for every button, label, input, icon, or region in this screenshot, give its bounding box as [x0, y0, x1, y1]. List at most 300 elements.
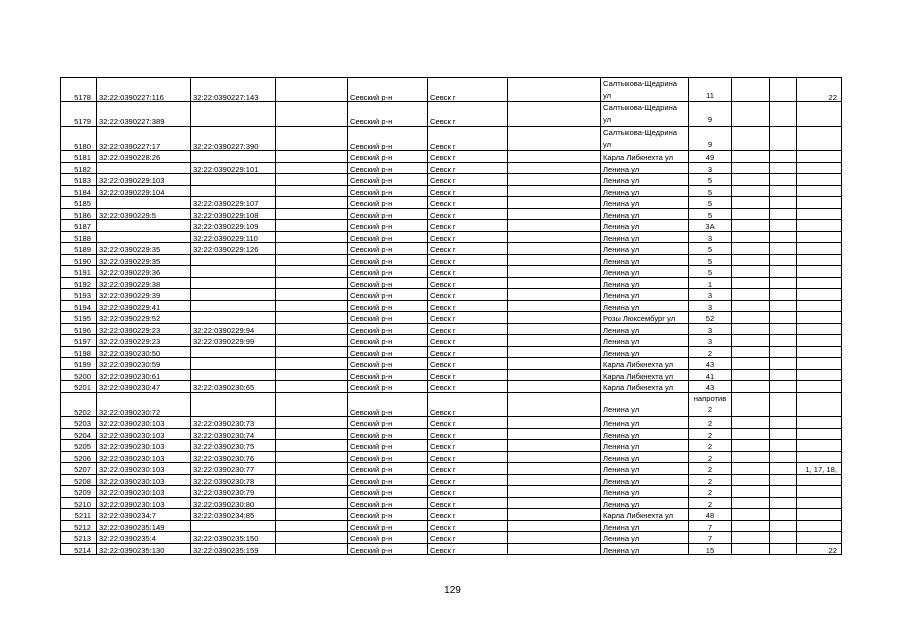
cell-empty	[276, 323, 348, 335]
table-row	[61, 497, 842, 509]
cell-empty	[508, 381, 601, 393]
cell-house: 5	[689, 174, 732, 186]
cell-empty	[508, 451, 601, 463]
cell-cadastral-number: 32:22:0390235:130	[97, 543, 191, 555]
cell-street: Ленина ул	[601, 463, 689, 475]
cell-empty	[276, 266, 348, 278]
cell-linked-cadastral-number	[191, 392, 276, 416]
cell-street: Ленина ул	[601, 162, 689, 174]
table-row	[61, 300, 842, 312]
cell-empty	[276, 474, 348, 486]
cell-linked-cadastral-number: 32:22:0390230:77	[191, 463, 276, 475]
cell-linked-cadastral-number	[191, 346, 276, 358]
cell-empty	[276, 346, 348, 358]
cell-cadastral-number: 32:22:0390229:23	[97, 335, 191, 347]
cell-house: 48	[689, 509, 732, 521]
cell-note	[797, 486, 842, 498]
cell-house: 5	[689, 197, 732, 209]
cell-empty	[508, 532, 601, 544]
cell-street: Салтыкова-Щедрина ул	[601, 126, 689, 150]
cell-cadastral-number: 32:22:0390229:36	[97, 266, 191, 278]
cell-empty	[732, 102, 770, 126]
cell-note	[797, 440, 842, 452]
cell-cadastral-number	[97, 197, 191, 209]
table-row	[61, 102, 842, 126]
cell-cadastral-number: 32:22:0390229:41	[97, 300, 191, 312]
cell-town: Севск г	[428, 417, 508, 429]
cell-empty	[732, 486, 770, 498]
cell-district: Севский р-н	[348, 162, 428, 174]
cell-empty	[276, 185, 348, 197]
cell-district: Севский р-н	[348, 254, 428, 266]
cell-empty	[732, 243, 770, 255]
cell-district: Севский р-н	[348, 497, 428, 509]
table-row	[61, 486, 842, 498]
cell-street: Ленина ул	[601, 543, 689, 555]
cell-number: 5206	[61, 451, 97, 463]
cell-town: Севск г	[428, 323, 508, 335]
cell-note: 22	[797, 543, 842, 555]
cell-district: Севский р-н	[348, 417, 428, 429]
table-row	[61, 220, 842, 232]
cell-number: 5186	[61, 208, 97, 220]
cell-empty	[276, 312, 348, 324]
cell-linked-cadastral-number	[191, 300, 276, 312]
cell-empty	[508, 509, 601, 521]
cell-empty	[770, 300, 797, 312]
cell-note	[797, 323, 842, 335]
cell-note	[797, 335, 842, 347]
cell-number: 5198	[61, 346, 97, 358]
cell-empty	[508, 289, 601, 301]
cell-town: Севск г	[428, 197, 508, 209]
cell-note	[797, 428, 842, 440]
cell-town: Севск г	[428, 428, 508, 440]
table-row	[61, 520, 842, 532]
table-row	[61, 323, 842, 335]
cell-house: 3	[689, 300, 732, 312]
cell-town: Севск г	[428, 312, 508, 324]
cell-empty	[770, 208, 797, 220]
cell-linked-cadastral-number: 32:22:0390235:159	[191, 543, 276, 555]
cell-number: 5185	[61, 197, 97, 209]
table-row	[61, 231, 842, 243]
cell-cadastral-number: 32:22:0390229:35	[97, 254, 191, 266]
table-row	[61, 277, 842, 289]
cell-cadastral-number: 32:22:0390230:103	[97, 440, 191, 452]
cell-house: 9	[689, 126, 732, 150]
cell-empty	[508, 126, 601, 150]
cell-empty	[276, 102, 348, 126]
cell-empty	[770, 440, 797, 452]
cell-empty	[732, 369, 770, 381]
cell-street: Салтыкова-Щедрина ул	[601, 102, 689, 126]
cell-number: 5197	[61, 335, 97, 347]
cell-note	[797, 532, 842, 544]
cell-street: Ленина ул	[601, 266, 689, 278]
cell-empty	[732, 358, 770, 370]
cell-town: Севск г	[428, 102, 508, 126]
cell-house: 2	[689, 428, 732, 440]
cell-empty	[508, 185, 601, 197]
cell-cadastral-number: 32:22:0390229:39	[97, 289, 191, 301]
cell-empty	[508, 520, 601, 532]
cell-empty	[276, 486, 348, 498]
cell-empty	[508, 312, 601, 324]
cell-town: Севск г	[428, 231, 508, 243]
cell-note	[797, 289, 842, 301]
cell-linked-cadastral-number	[191, 289, 276, 301]
cell-street: Ленина ул	[601, 289, 689, 301]
cell-district: Севский р-н	[348, 300, 428, 312]
cell-number: 5181	[61, 151, 97, 163]
cell-empty	[508, 369, 601, 381]
cell-district: Севский р-н	[348, 151, 428, 163]
cell-linked-cadastral-number: 32:22:0390229:101	[191, 162, 276, 174]
cell-linked-cadastral-number	[191, 102, 276, 126]
cell-empty	[770, 520, 797, 532]
cell-street: Ленина ул	[601, 231, 689, 243]
cell-empty	[770, 174, 797, 186]
cell-house: 3	[689, 231, 732, 243]
cell-cadastral-number: 32:22:0390230:47	[97, 381, 191, 393]
cell-town: Севск г	[428, 335, 508, 347]
cell-district: Севский р-н	[348, 266, 428, 278]
cell-empty	[508, 346, 601, 358]
cell-town: Севск г	[428, 126, 508, 150]
cell-town: Севск г	[428, 289, 508, 301]
cell-house: 7	[689, 520, 732, 532]
cell-cadastral-number: 32:22:0390227:17	[97, 126, 191, 150]
cell-empty	[732, 289, 770, 301]
cell-empty	[508, 497, 601, 509]
cell-note	[797, 162, 842, 174]
cell-number: 5195	[61, 312, 97, 324]
cell-street: Розы Люксембург ул	[601, 312, 689, 324]
cell-empty	[732, 323, 770, 335]
cell-linked-cadastral-number: 32:22:0390229:107	[191, 197, 276, 209]
cell-empty	[732, 474, 770, 486]
cell-empty	[732, 277, 770, 289]
cell-street: Карла Либкнехта ул	[601, 381, 689, 393]
cell-linked-cadastral-number	[191, 358, 276, 370]
cell-house: 9	[689, 102, 732, 126]
cell-district: Севский р-н	[348, 208, 428, 220]
cell-number: 5203	[61, 417, 97, 429]
cell-empty	[770, 312, 797, 324]
cell-number: 5191	[61, 266, 97, 278]
cell-empty	[770, 78, 797, 102]
cell-empty	[732, 312, 770, 324]
cell-empty	[770, 277, 797, 289]
cell-empty	[276, 463, 348, 475]
cell-cadastral-number: 32:22:0390230:59	[97, 358, 191, 370]
cell-linked-cadastral-number: 32:22:0390235:150	[191, 532, 276, 544]
cell-empty	[770, 162, 797, 174]
cell-district: Севский р-н	[348, 277, 428, 289]
cell-empty	[770, 151, 797, 163]
cell-empty	[508, 323, 601, 335]
cell-town: Севск г	[428, 369, 508, 381]
cell-street: Ленина ул	[601, 451, 689, 463]
cell-town: Севск г	[428, 185, 508, 197]
cell-empty	[276, 392, 348, 416]
cell-number: 5193	[61, 289, 97, 301]
cell-cadastral-number: 32:22:0390228:26	[97, 151, 191, 163]
cell-empty	[732, 185, 770, 197]
cell-empty	[770, 428, 797, 440]
cell-street: Карла Либкнехта ул	[601, 369, 689, 381]
cell-street: Ленина ул	[601, 440, 689, 452]
cell-linked-cadastral-number	[191, 312, 276, 324]
table-row	[61, 463, 842, 475]
cell-house: 1	[689, 277, 732, 289]
cell-empty	[508, 78, 601, 102]
cell-cadastral-number: 32:22:0390229:38	[97, 277, 191, 289]
cell-empty	[770, 358, 797, 370]
cell-empty	[770, 220, 797, 232]
cell-empty	[770, 323, 797, 335]
cell-note	[797, 509, 842, 521]
cell-district: Севский р-н	[348, 451, 428, 463]
cell-number: 5213	[61, 532, 97, 544]
cell-empty	[770, 463, 797, 475]
cell-empty	[276, 254, 348, 266]
table-row	[61, 392, 842, 416]
cell-district: Севский р-н	[348, 509, 428, 521]
cell-number: 5214	[61, 543, 97, 555]
cell-district: Севский р-н	[348, 463, 428, 475]
cell-district: Севский р-н	[348, 231, 428, 243]
cell-empty	[508, 277, 601, 289]
cell-note	[797, 417, 842, 429]
cell-street: Ленина ул	[601, 208, 689, 220]
cell-house: 2	[689, 417, 732, 429]
cell-district: Севский р-н	[348, 474, 428, 486]
cell-empty	[508, 151, 601, 163]
cell-empty	[508, 392, 601, 416]
cell-empty	[732, 417, 770, 429]
cell-empty	[276, 532, 348, 544]
cell-empty	[732, 266, 770, 278]
cell-linked-cadastral-number: 32:22:0390229:110	[191, 231, 276, 243]
cell-house: 5	[689, 185, 732, 197]
cell-cadastral-number	[97, 220, 191, 232]
cell-note	[797, 174, 842, 186]
cell-note	[797, 451, 842, 463]
cell-empty	[770, 126, 797, 150]
table-row	[61, 440, 842, 452]
cell-cadastral-number	[97, 231, 191, 243]
cell-number: 5184	[61, 185, 97, 197]
cell-empty	[770, 417, 797, 429]
cell-house: 3	[689, 335, 732, 347]
cell-town: Севск г	[428, 497, 508, 509]
cell-note: 1, 17, 18,	[797, 463, 842, 475]
cell-house: 5	[689, 266, 732, 278]
cell-note	[797, 197, 842, 209]
cell-district: Севский р-н	[348, 369, 428, 381]
cell-linked-cadastral-number: 32:22:0390230:76	[191, 451, 276, 463]
cell-district: Севский р-н	[348, 392, 428, 416]
table-row	[61, 151, 842, 163]
table-row	[61, 162, 842, 174]
cell-empty	[276, 277, 348, 289]
table-row	[61, 197, 842, 209]
cell-empty	[276, 497, 348, 509]
table-row	[61, 358, 842, 370]
cell-linked-cadastral-number: 32:22:0390230:74	[191, 428, 276, 440]
cell-town: Севск г	[428, 358, 508, 370]
cell-empty	[732, 300, 770, 312]
cell-empty	[770, 451, 797, 463]
cell-empty	[508, 440, 601, 452]
cell-note	[797, 243, 842, 255]
cell-empty	[732, 174, 770, 186]
cell-street: Ленина ул	[601, 428, 689, 440]
table-row	[61, 312, 842, 324]
cell-town: Севск г	[428, 520, 508, 532]
cell-empty	[276, 358, 348, 370]
cell-linked-cadastral-number: 32:22:0390229:126	[191, 243, 276, 255]
cell-house: 5	[689, 208, 732, 220]
cell-empty	[770, 185, 797, 197]
cell-linked-cadastral-number	[191, 174, 276, 186]
cell-note	[797, 381, 842, 393]
cell-street: Ленина ул	[601, 335, 689, 347]
table-row	[61, 532, 842, 544]
cell-house: 3А	[689, 220, 732, 232]
cell-number: 5189	[61, 243, 97, 255]
table-row	[61, 381, 842, 393]
cell-number: 5204	[61, 428, 97, 440]
cell-district: Севский р-н	[348, 346, 428, 358]
cell-cadastral-number: 32:22:0390230:50	[97, 346, 191, 358]
cell-linked-cadastral-number: 32:22:0390229:94	[191, 323, 276, 335]
cell-number: 5194	[61, 300, 97, 312]
cell-district: Севский р-н	[348, 543, 428, 555]
table-row	[61, 243, 842, 255]
cell-empty	[276, 440, 348, 452]
cell-number: 5190	[61, 254, 97, 266]
cell-town: Севск г	[428, 151, 508, 163]
cell-district: Севский р-н	[348, 486, 428, 498]
cell-cadastral-number: 32:22:0390229:52	[97, 312, 191, 324]
cell-number: 5208	[61, 474, 97, 486]
cell-street: Ленина ул	[601, 174, 689, 186]
cell-district: Севский р-н	[348, 358, 428, 370]
cell-empty	[276, 509, 348, 521]
table-row	[61, 174, 842, 186]
table-row	[61, 78, 842, 102]
cell-cadastral-number: 32:22:0390230:103	[97, 474, 191, 486]
cell-linked-cadastral-number: 32:22:0390227:390	[191, 126, 276, 150]
cell-cadastral-number: 32:22:0390227:389	[97, 102, 191, 126]
cell-empty	[770, 509, 797, 521]
cell-town: Севск г	[428, 532, 508, 544]
cell-house: 52	[689, 312, 732, 324]
cell-linked-cadastral-number: 32:22:0390229:99	[191, 335, 276, 347]
cell-empty	[276, 381, 348, 393]
cell-empty	[276, 197, 348, 209]
cell-empty	[508, 358, 601, 370]
cell-empty	[732, 520, 770, 532]
table-row	[61, 335, 842, 347]
cell-note	[797, 185, 842, 197]
table-row	[61, 208, 842, 220]
cell-cadastral-number: 32:22:0390230:72	[97, 392, 191, 416]
cell-empty	[508, 162, 601, 174]
cell-town: Севск г	[428, 509, 508, 521]
table-row	[61, 369, 842, 381]
cell-house: 3	[689, 323, 732, 335]
cell-town: Севск г	[428, 451, 508, 463]
cell-empty	[508, 102, 601, 126]
cell-street: Ленина ул	[601, 254, 689, 266]
cell-district: Севский р-н	[348, 78, 428, 102]
cell-number: 5210	[61, 497, 97, 509]
cell-linked-cadastral-number	[191, 254, 276, 266]
cell-note	[797, 312, 842, 324]
cell-empty	[508, 486, 601, 498]
cell-cadastral-number: 32:22:0390229:35	[97, 243, 191, 255]
cell-town: Севск г	[428, 392, 508, 416]
cell-cadastral-number: 32:22:0390230:103	[97, 417, 191, 429]
cell-empty	[508, 254, 601, 266]
cell-empty	[508, 266, 601, 278]
cell-district: Севский р-н	[348, 335, 428, 347]
cell-cadastral-number	[97, 162, 191, 174]
cell-town: Севск г	[428, 440, 508, 452]
cell-empty	[770, 243, 797, 255]
cell-linked-cadastral-number: 32:22:0390230:79	[191, 486, 276, 498]
cell-empty	[508, 243, 601, 255]
cell-cadastral-number: 32:22:0390229:23	[97, 323, 191, 335]
cell-empty	[732, 381, 770, 393]
cell-note	[797, 369, 842, 381]
cell-empty	[276, 126, 348, 150]
cell-empty	[508, 300, 601, 312]
table-row	[61, 126, 842, 150]
cell-street: Ленина ул	[601, 474, 689, 486]
cell-linked-cadastral-number	[191, 369, 276, 381]
cell-note	[797, 358, 842, 370]
cell-note	[797, 254, 842, 266]
cell-empty	[276, 289, 348, 301]
cell-cadastral-number: 32:22:0390235:4	[97, 532, 191, 544]
cell-district: Севский р-н	[348, 289, 428, 301]
cell-note: 22	[797, 78, 842, 102]
cell-number: 5183	[61, 174, 97, 186]
cell-number: 5209	[61, 486, 97, 498]
cell-empty	[276, 151, 348, 163]
cell-number: 5179	[61, 102, 97, 126]
cell-empty	[732, 126, 770, 150]
cell-linked-cadastral-number	[191, 277, 276, 289]
table-row	[61, 289, 842, 301]
cell-street: Ленина ул	[601, 392, 689, 416]
cell-house: 5	[689, 243, 732, 255]
cell-note	[797, 346, 842, 358]
cell-district: Севский р-н	[348, 381, 428, 393]
cell-empty	[276, 208, 348, 220]
cell-house: 2	[689, 346, 732, 358]
cell-empty	[732, 208, 770, 220]
cell-empty	[508, 417, 601, 429]
table-row	[61, 451, 842, 463]
table-row	[61, 346, 842, 358]
cell-empty	[508, 174, 601, 186]
